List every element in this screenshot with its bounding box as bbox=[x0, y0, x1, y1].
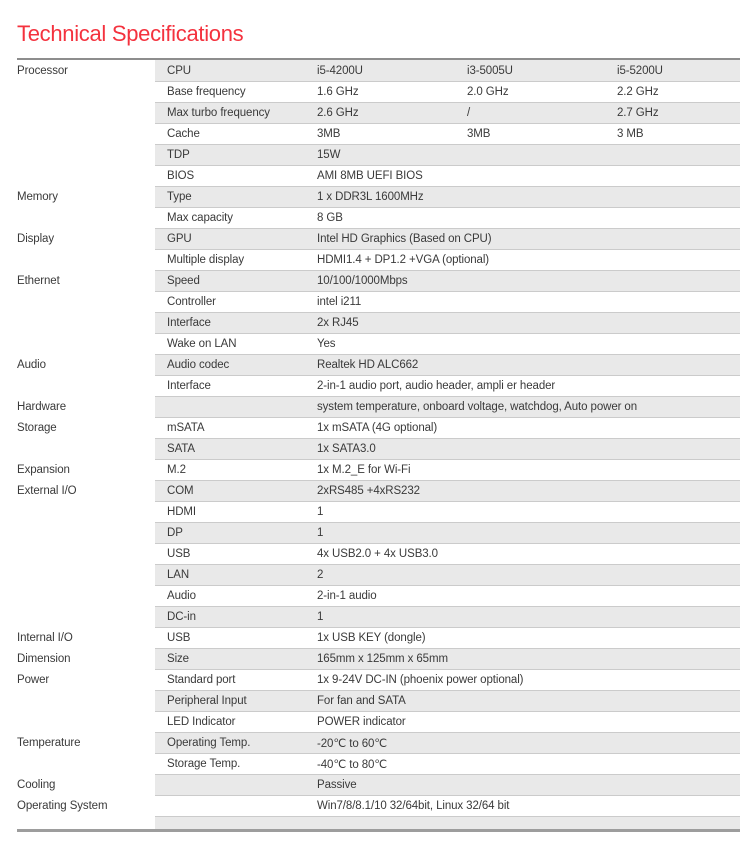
category-label bbox=[17, 312, 155, 333]
spec-row-band bbox=[155, 585, 740, 606]
table-row bbox=[17, 102, 740, 123]
property-cell: mSATA bbox=[167, 422, 205, 434]
category-label bbox=[17, 375, 155, 396]
value-cell: 1x 9-24V DC-IN (phoenix power optional) bbox=[317, 674, 524, 686]
property-cell: M.2 bbox=[167, 464, 186, 476]
value-cell: Realtek HD ALC662 bbox=[317, 359, 419, 371]
table-row bbox=[17, 228, 740, 249]
property-cell: COM bbox=[167, 485, 194, 497]
spec-row-band bbox=[155, 165, 740, 186]
table-row bbox=[17, 648, 740, 669]
property-cell: Storage Temp. bbox=[167, 758, 241, 770]
table-row bbox=[17, 438, 740, 459]
category-label bbox=[17, 144, 155, 165]
value-cell: -40℃ to 80℃ bbox=[317, 759, 388, 771]
table-row bbox=[17, 732, 740, 753]
category-label bbox=[17, 564, 155, 585]
spec-row-band bbox=[155, 60, 740, 81]
value-cell: POWER indicator bbox=[317, 716, 406, 728]
table-row bbox=[17, 669, 740, 690]
value-cell: 15W bbox=[317, 149, 341, 161]
spec-row-band bbox=[155, 228, 740, 249]
property-cell: DC-in bbox=[167, 611, 196, 623]
property-cell: HDMI bbox=[167, 506, 196, 518]
table-row bbox=[17, 585, 740, 606]
category-label bbox=[17, 816, 155, 829]
table-row bbox=[17, 543, 740, 564]
category-label bbox=[17, 690, 155, 711]
table-row bbox=[17, 606, 740, 627]
table-row bbox=[17, 816, 740, 829]
value-cell: 165mm x 125mm x 65mm bbox=[317, 653, 448, 665]
property-cell: Audio codec bbox=[167, 359, 230, 371]
value-cell: 2 bbox=[317, 569, 324, 581]
spec-row-band bbox=[155, 102, 740, 123]
value-cell: / bbox=[467, 107, 471, 119]
property-cell: CPU bbox=[167, 64, 191, 77]
value-cell: 2x RJ45 bbox=[317, 317, 359, 329]
spec-row-band bbox=[155, 543, 740, 564]
value-cell: 8 GB bbox=[317, 212, 343, 224]
value-cell: 3MB bbox=[317, 128, 341, 140]
value-cell: i3-5005U bbox=[467, 64, 513, 77]
value-cell: AMI 8MB UEFI BIOS bbox=[317, 170, 423, 182]
value-cell: 10/100/1000Mbps bbox=[317, 275, 408, 287]
property-cell: GPU bbox=[167, 233, 192, 245]
table-bottom-rule bbox=[17, 829, 740, 832]
category-label: External I/O bbox=[17, 480, 155, 501]
value-cell: 1 x DDR3L 1600MHz bbox=[317, 191, 424, 203]
table-row bbox=[17, 459, 740, 480]
value-cell: Yes bbox=[317, 338, 336, 350]
table-row bbox=[17, 774, 740, 795]
value-cell: intel i211 bbox=[317, 296, 362, 308]
spec-row-band bbox=[155, 186, 740, 207]
category-label bbox=[17, 501, 155, 522]
property-cell: USB bbox=[167, 548, 191, 560]
value-cell: 1x mSATA (4G optional) bbox=[317, 422, 438, 434]
table-row bbox=[17, 81, 740, 102]
value-cell: 2.0 GHz bbox=[467, 86, 509, 98]
spec-row-band bbox=[155, 249, 740, 270]
property-cell: Controller bbox=[167, 296, 216, 308]
value-cell: 2-in-1 audio port, audio header, ampli er header bbox=[317, 380, 556, 392]
category-label bbox=[17, 291, 155, 312]
value-cell: i5-4200U bbox=[317, 64, 363, 77]
category-label: Temperature bbox=[17, 732, 155, 753]
spec-row-band bbox=[155, 522, 740, 543]
category-label bbox=[17, 438, 155, 459]
spec-row-band bbox=[155, 669, 740, 690]
property-cell: Interface bbox=[167, 380, 211, 392]
table-row bbox=[17, 123, 740, 144]
table-row bbox=[17, 354, 740, 375]
spec-row-band bbox=[155, 123, 740, 144]
property-cell: Operating Temp. bbox=[167, 737, 251, 749]
table-row bbox=[17, 165, 740, 186]
value-cell: 1x M.2_E for Wi-Fi bbox=[317, 464, 411, 476]
table-row bbox=[17, 795, 740, 816]
table-row bbox=[17, 291, 740, 312]
category-label: Ethernet bbox=[17, 270, 155, 291]
value-cell: HDMI1.4 + DP1.2 +VGA (optional) bbox=[317, 254, 490, 266]
value-cell: 2.7 GHz bbox=[617, 107, 659, 119]
spec-table bbox=[17, 58, 740, 829]
spec-row-band bbox=[155, 627, 740, 648]
category-label bbox=[17, 249, 155, 270]
page-title: Technical Specifications bbox=[17, 21, 244, 46]
table-row bbox=[17, 753, 740, 774]
value-cell: 3MB bbox=[467, 128, 491, 140]
property-cell: Max capacity bbox=[167, 212, 233, 224]
table-row bbox=[17, 711, 740, 732]
value-cell: 1 bbox=[317, 506, 324, 518]
category-label bbox=[17, 333, 155, 354]
spec-row-band bbox=[155, 81, 740, 102]
table-row bbox=[17, 207, 740, 228]
property-cell: LAN bbox=[167, 569, 190, 581]
category-label bbox=[17, 606, 155, 627]
category-label bbox=[17, 753, 155, 774]
table-row bbox=[17, 627, 740, 648]
table-row bbox=[17, 186, 740, 207]
category-label bbox=[17, 711, 155, 732]
spec-row-band bbox=[155, 396, 740, 417]
value-cell: Passive bbox=[317, 779, 357, 791]
category-label bbox=[17, 102, 155, 123]
spec-row-band bbox=[155, 774, 740, 795]
property-cell: Wake on LAN bbox=[167, 338, 237, 350]
value-cell: 1.6 GHz bbox=[317, 86, 359, 98]
table-row bbox=[17, 249, 740, 270]
spec-row-band bbox=[155, 459, 740, 480]
value-cell: 4x USB2.0 + 4x USB3.0 bbox=[317, 548, 438, 560]
property-cell: DP bbox=[167, 527, 183, 539]
value-cell: 2-in-1 audio bbox=[317, 590, 377, 602]
spec-row-band bbox=[155, 564, 740, 585]
property-cell: Base frequency bbox=[167, 86, 246, 98]
spec-row-band bbox=[155, 333, 740, 354]
table-row bbox=[17, 690, 740, 711]
category-label: Internal I/O bbox=[17, 627, 155, 648]
category-label: Memory bbox=[17, 186, 155, 207]
category-label: Processor bbox=[17, 60, 155, 81]
spec-row-band bbox=[155, 711, 740, 732]
spec-row-band bbox=[155, 816, 740, 829]
property-cell: Type bbox=[167, 191, 192, 203]
spec-row-band bbox=[155, 375, 740, 396]
spec-row-band bbox=[155, 354, 740, 375]
value-cell: 1x SATA3.0 bbox=[317, 443, 376, 455]
category-label bbox=[17, 123, 155, 144]
value-cell: 1 bbox=[317, 611, 324, 623]
property-cell: Max turbo frequency bbox=[167, 107, 270, 119]
property-cell: Peripheral Input bbox=[167, 695, 247, 707]
spec-row-band bbox=[155, 291, 740, 312]
spec-row-band bbox=[155, 144, 740, 165]
value-cell: 2.6 GHz bbox=[317, 107, 359, 119]
value-cell: Intel HD Graphics (Based on CPU) bbox=[317, 233, 492, 245]
table-row bbox=[17, 312, 740, 333]
property-cell: Audio bbox=[167, 590, 196, 602]
category-label: Hardware bbox=[17, 396, 155, 417]
table-row bbox=[17, 417, 740, 438]
spec-row-band bbox=[155, 795, 740, 816]
spec-row-band bbox=[155, 648, 740, 669]
value-cell: For fan and SATA bbox=[317, 695, 406, 707]
value-cell: Win7/8/8.1/10 32/64bit, Linux 32/64 bit bbox=[317, 800, 510, 812]
category-label bbox=[17, 207, 155, 228]
spec-row-band bbox=[155, 438, 740, 459]
value-cell: 2.2 GHz bbox=[617, 86, 659, 98]
spec-row-band bbox=[155, 480, 740, 501]
table-row bbox=[17, 375, 740, 396]
spec-row-band bbox=[155, 417, 740, 438]
value-cell: system temperature, onboard voltage, watchdog, Auto power on bbox=[317, 401, 638, 413]
value-cell: 1x USB KEY (dongle) bbox=[317, 632, 426, 644]
category-label: Display bbox=[17, 228, 155, 249]
category-label: Operating System bbox=[17, 795, 155, 816]
spec-row-band bbox=[155, 270, 740, 291]
category-label bbox=[17, 522, 155, 543]
spec-row-band bbox=[155, 207, 740, 228]
property-cell: TDP bbox=[167, 149, 190, 161]
category-label: Audio bbox=[17, 354, 155, 375]
category-label bbox=[17, 543, 155, 564]
spec-row-band bbox=[155, 753, 740, 774]
category-label: Expansion bbox=[17, 459, 155, 480]
property-cell: BIOS bbox=[167, 170, 195, 182]
table-row bbox=[17, 480, 740, 501]
category-label: Power bbox=[17, 669, 155, 690]
table-row bbox=[17, 396, 740, 417]
value-cell: 2xRS485 +4xRS232 bbox=[317, 485, 420, 497]
table-row bbox=[17, 60, 740, 81]
property-cell: SATA bbox=[167, 443, 195, 455]
spec-row-band bbox=[155, 501, 740, 522]
value-cell: 1 bbox=[317, 527, 324, 539]
table-row bbox=[17, 270, 740, 291]
property-cell: LED Indicator bbox=[167, 716, 236, 728]
category-label bbox=[17, 165, 155, 186]
property-cell: Standard port bbox=[167, 674, 236, 686]
table-row bbox=[17, 522, 740, 543]
property-cell: Speed bbox=[167, 275, 200, 287]
property-cell: Cache bbox=[167, 128, 200, 140]
spec-row-band bbox=[155, 690, 740, 711]
property-cell: Interface bbox=[167, 317, 211, 329]
value-cell: 3 MB bbox=[617, 128, 644, 140]
spec-row-band bbox=[155, 606, 740, 627]
table-row bbox=[17, 144, 740, 165]
category-label: Cooling bbox=[17, 774, 155, 795]
value-cell: i5-5200U bbox=[617, 64, 663, 77]
value-cell: -20℃ to 60℃ bbox=[317, 738, 388, 750]
spec-row-band bbox=[155, 312, 740, 333]
spec-row-band bbox=[155, 732, 740, 753]
table-row bbox=[17, 333, 740, 354]
category-label: Storage bbox=[17, 417, 155, 438]
category-label: Dimension bbox=[17, 648, 155, 669]
category-label bbox=[17, 585, 155, 606]
table-row bbox=[17, 501, 740, 522]
category-label bbox=[17, 81, 155, 102]
property-cell: Multiple display bbox=[167, 254, 245, 266]
table-row bbox=[17, 564, 740, 585]
property-cell: Size bbox=[167, 653, 189, 665]
property-cell: USB bbox=[167, 632, 191, 644]
